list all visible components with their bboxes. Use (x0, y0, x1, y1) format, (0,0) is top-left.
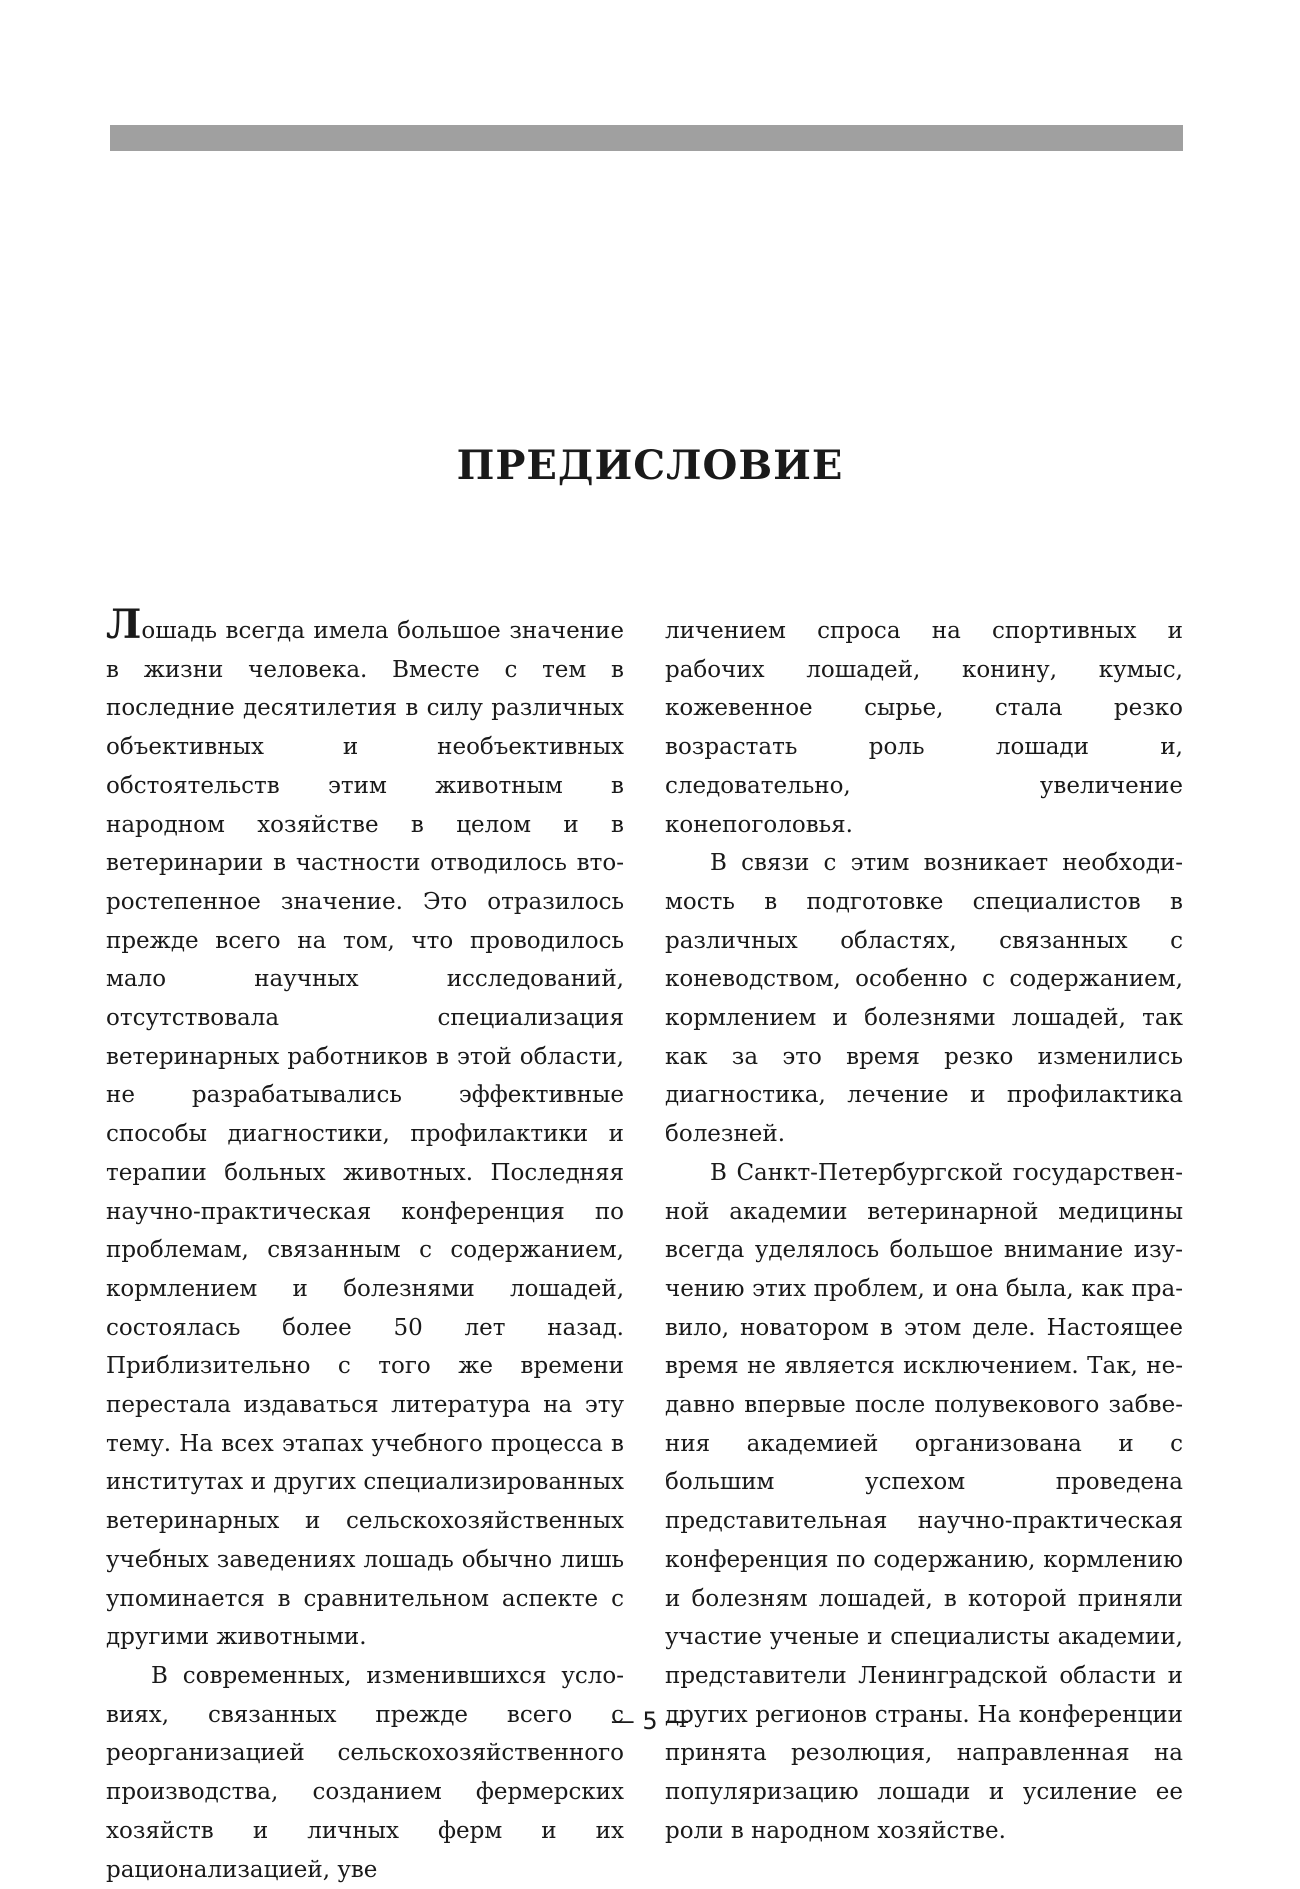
paragraph-4: В Санкт-Петербургской государственной академии ветеринарной медицины всегда уделялось большое внимание изучению этих проблем, и она была, как правило, новатором в этом деле. Настоящее время не является исключением. Так, недавно впервые после полувекового забвения академией организована и с большим успехом проведена представительная научно-практическая конференция по содержанию, кормлению и болезням лошадей, в которой приняли участие ученые и специалисты академии, представители Ленинградской области и других регионов страны. На конференции принята резолюция, направленная на популяризацию лошади и усиление ее роли в народном хозяйстве. (665, 1159, 1183, 1844)
paragraph-3: В связи с этим возникает необходимость в подготовке специалистов в различных областях, связанных с коневодством, особенно с содержанием, кормлением и болезнями лошадей, так как за это время резко изменились диагностика, лечение и профилактика болезней. (665, 850, 1183, 1148)
paragraph-2-continued: личением спроса на спортивных и рабочих лошадей, конину, кумыс, кожевенное сырье, стала резко возрастать роль лошади и, следовательно, увеличение конепоголовья. (665, 618, 1183, 838)
page-number: — 5 — (610, 1707, 690, 1735)
text-column-left (106, 601, 624, 1889)
paragraph-2: В современных, изменившихся условиях, связанных прежде всего с реорганизацией сельскохозяйственного производства, созданием фермерских хозяйств и личных ферм и их рационализацией, уве (106, 1662, 624, 1883)
text-column-right (665, 612, 1183, 1851)
drop-cap: Л (106, 601, 142, 648)
header-rule (110, 125, 1183, 151)
page-title: ПРЕДИСЛОВИЕ (456, 442, 844, 489)
paragraph-1-text: ошадь всегда имела большое значение в жизни человека. Вместе с тем в последние десятилетия в силу различных объективных и необъективных обстоятельств этим животным в народном хозяйстве в целом и в ветеринарии в частности отводилось второстепенное значение. Это отразилось прежде всего на том, что проводилось мало научных исследований, отсутствовала специализация ветеринарных работников в этой области, не разрабатывались эффективные способы диагностики, профилактики и терапии больных животных. Последняя научно-практическая конференция по проблемам, связанным с содержанием, кормлением и болезнями лошадей, состоялась более 50 лет назад. Приблизительно с того же времени перестала издаваться литература на эту тему. На всех этапах учебного процесса в институтах и других специализированных ветеринарных и сельскохозяйственных учебных заведениях лошадь обычно лишь упоминается в сравнительном аспекте с другими животными. (106, 618, 624, 1651)
paragraph-1 (106, 601, 624, 1657)
